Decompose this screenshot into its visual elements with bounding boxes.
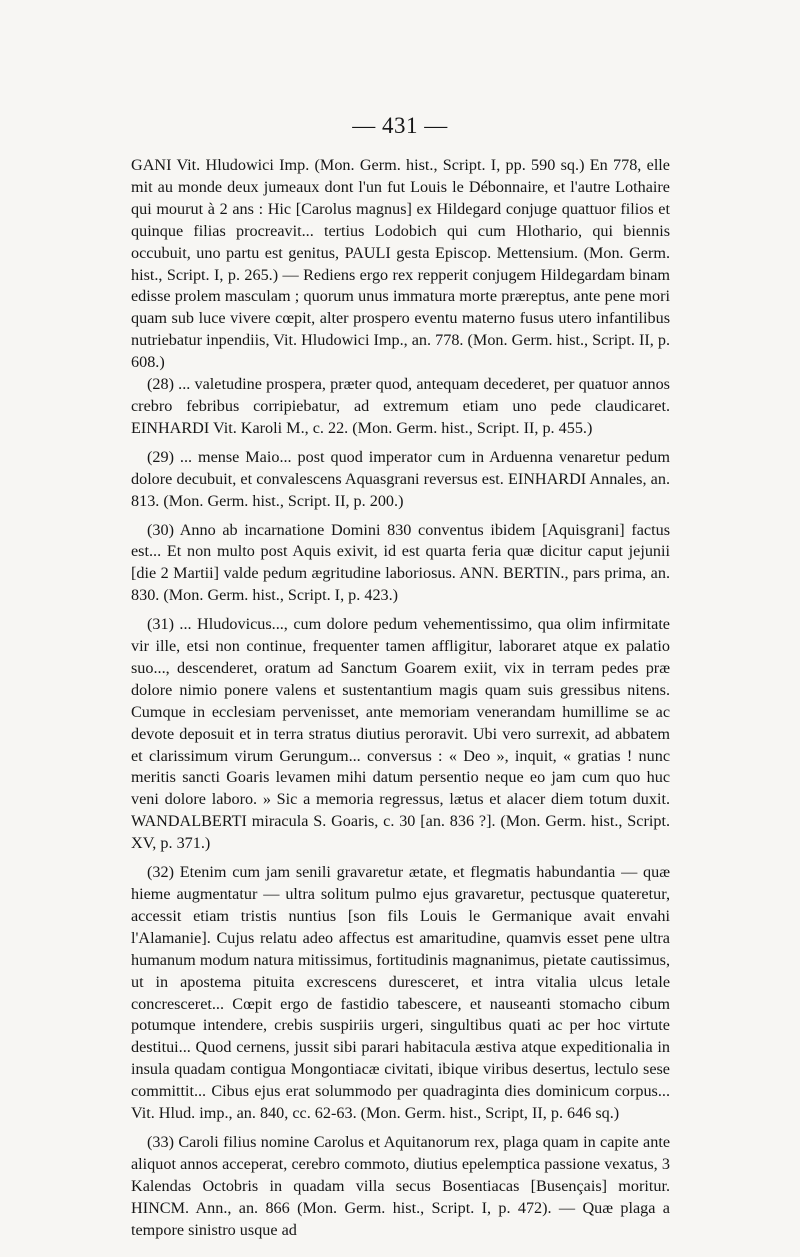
footnote-33: (33) Caroli filius nomine Carolus et Aquitanorum rex, plaga quam in capite ante aliquot annos acceperat, cerebro commoto, diutius epelemptica passione vexatus, 3 Kalendas Octobris in quadam villa secus Bosentiacas [Busençais] moritur. HINCM. Ann., an. 866 (Mon. Germ. hist., Script. I, p. 472). — Quæ plaga a tempore sinistro usque ad xyxy=(131,1132,670,1239)
footnote-29: (29) ... mense Maio... post quod imperator cum in Arduenna venaretur pedum dolore decubuit, et convalescens Aquasgrani reversus est. EINHARDI Annales, an. 813. (Mon. Germ. hist., Script. II, p. 200.) xyxy=(131,447,670,510)
footnotes-text xyxy=(131,155,670,1249)
paragraph-continuation: GANI Vit. Hludowici Imp. (Mon. Germ. hist., Script. I, pp. 590 sq.) En 778, elle mit au monde deux jumeaux dont l'un fut Louis le Débonnaire, et l'autre Lothaire qui mourut à 2 ans : Hic [Carolus magnus] ex Hildegard conjuge quattuor filios et quinque filias procreavit... tertius Lodobich qui cum Hlothario, qui biennis occubuit, uno partu est genitus, PAULI gesta Episcop. Mettensium. (Mon. Germ. hist., Script. I, p. 265.) — Rediens ergo rex repperit conjugem Hildegardam binam edisse prolem masculam ; quorum unus immatura morte præreptus, ante pene mori quam sub luce vivere cœpit, alter prospero eventu materno fusus utero infantilibus nutriebatur inpendiis, Vit. Hludowici Imp., an. 778. (Mon. Germ. hist., Script. II, p. 608.) xyxy=(131,156,670,372)
footnote-28: (28) ... valetudine prospera, præter quod, antequam decederet, per quatuor annos crebro febribus corripiebatur, ad extremum etiam uno pede claudicaret. EINHARDI Vit. Karoli M., c. 22. (Mon. Germ. hist., Script. II, p. 455.) xyxy=(131,375,670,437)
footnote-32: (32) Etenim cum jam senili gravaretur ætate, et flegmatis habundantia — quæ hieme augmentatur — ultra solitum pulmo ejus gravaretur, pectusque quateretur, accessit etiam tristis nuntius [son fils Louis le Germanique avait envahi l'Alamanie]. Cujus relatu adeo affectus est amaritudine, quamvis esset pene ultra humanum modum natura mitissimus, fortitudinis magnanimus, pietate cautissimus, ut in apostema pituita excrescens duresceret, et intra vitalia ulcus letale concresceret... Cœpit ergo de fastidio tabescere, et nauseanti stomacho cibum potumque intendere, crebis suspiriis urgeri, singultibus quati ac per hoc virtute destitui... Quod cernens, jussit sibi parari habitacula æstiva atque expeditionalia in insula quadam contigua Mongontiacæ civitati, ibique viribus desertus, lectulo sese committit... Cibus ejus erat solummodo per quadraginta dies dominicum corpus... Vit. Hlud. imp., an. 840, cc. 62-63. (Mon. Germ. hist., Script, II, p. 646 sq.) xyxy=(131,863,670,1123)
footnote-31: (31) ... Hludovicus..., cum dolore pedum vehementissimo, qua olim infirmitate vir ille, etsi non continue, frequenter tamen affligitur, laboraret atque ex palatio suo..., descenderet, oratum ad Sanctum Goarem exiit, vix in terram pedes præ dolore nimio ponere valens et sustentantium magis quam suis gressibus nitens. Cumque in ecclesiam pervenisset, ante memoriam venerandam humillime se ac devote deposuit et in terra stratus diutius peroravit. Ubi vero surrexit, ad abbatem et clarissimum virum Gerungum... conversus : « Deo », inquit, « gratias ! nunc meritis sancti Goaris levamen mihi datum persentio neque eo jam cum quo huc veni dolore laboro. » Sic a memoria regressus, lætus et alacer diem totum duxit. WANDALBERTI miracula S. Goaris, c. 30 [an. 836 ?]. (Mon. Germ. hist., Script. XV, p. 371.) xyxy=(131,615,670,853)
footnote-30: (30) Anno ab incarnatione Domini 830 conventus ibidem [Aquisgrani] factus est... Et non multo post Aquis exivit, id est quarta feria quæ dicitur caput jejunii [die 2 Martii] valde pedum ægritudine laboriosus. ANN. BERTIN., pars prima, an. 830. (Mon. Germ. hist., Script. I, p. 423.) xyxy=(131,520,670,605)
page-number: — 431 — xyxy=(352,113,448,138)
